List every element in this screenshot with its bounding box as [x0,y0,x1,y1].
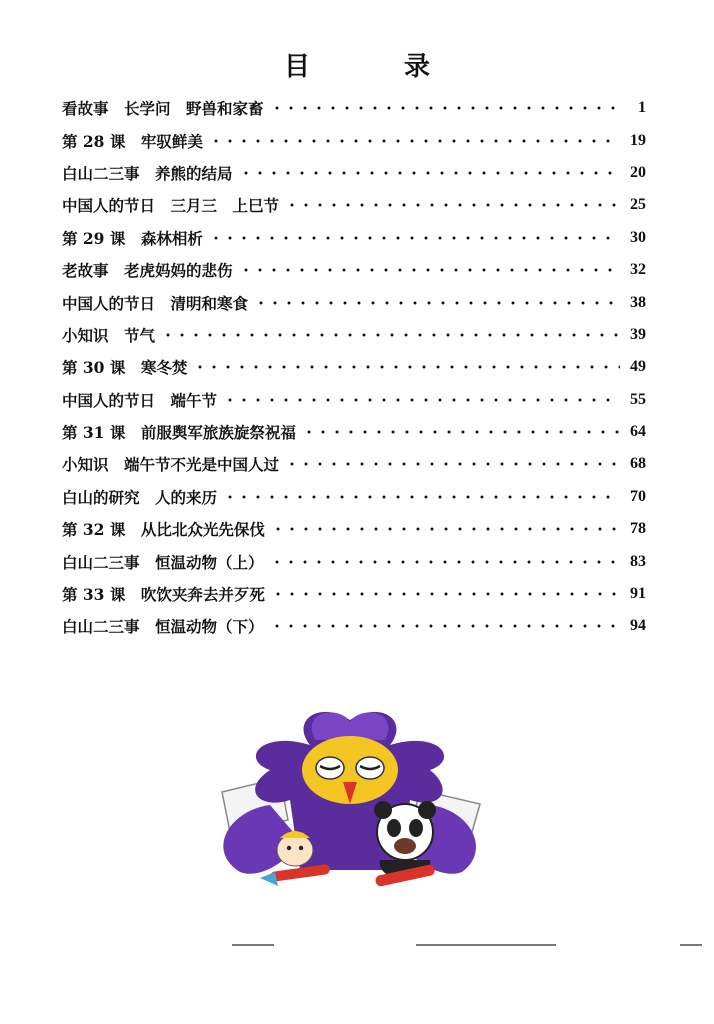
dot-leader [270,622,620,630]
entry-title: 第 28 课 牢驭鲜美 [62,131,203,151]
dot-leader [271,525,620,533]
entry-page-number: 68 [630,455,646,473]
boy-head [277,834,313,866]
dot-leader [223,396,620,404]
entry-page-number: 39 [630,325,646,343]
entry-page-number: 30 [630,228,646,246]
dot-leader [209,234,620,242]
entry-title: 第 31 课 前服舆军旅族旋祭祝福 [62,423,296,443]
entry-title: 看故事 长学问 野兽和家畜 [62,99,264,119]
toc-entry[interactable] [62,92,646,124]
entry-title: 第 29 课 森林相析 [62,228,203,248]
entry-page-number: 32 [630,261,646,279]
table-of-contents [62,92,646,643]
toc-entry[interactable] [62,254,646,286]
toc-entry[interactable] [62,384,646,416]
entry-page-number: 94 [630,617,646,635]
panda-eye-right [409,819,423,837]
dot-leader [270,558,620,566]
scan-line [232,944,274,946]
toc-entry[interactable] [62,448,646,480]
entry-page-number: 49 [630,358,646,376]
entry-title: 白山二三事 恒温动物（下） [62,617,264,637]
entry-page-number: 55 [630,390,646,408]
toc-entry[interactable] [62,416,646,448]
entry-title: 白山二三事 养熊的结局 [62,163,233,183]
entry-title: 老故事 老虎妈妈的悲伤 [62,261,233,281]
toc-entry[interactable] [62,513,646,545]
dot-leader [239,266,620,274]
dot-leader [271,590,620,598]
dot-leader [285,201,620,209]
entry-title: 白山的研究 人的来历 [62,487,218,507]
toc-entry[interactable] [62,351,646,383]
scan-line [416,944,556,946]
cartoon-owl-panda-boy-illustration [200,700,500,905]
entry-page-number: 83 [630,552,646,570]
toc-entry[interactable] [62,124,646,156]
entry-title: 白山二三事 恒温动物（上） [62,552,264,572]
boy-eye-right [299,846,303,850]
dot-leader [239,169,620,177]
entry-page-number: 70 [630,487,646,505]
toc-entry[interactable] [62,319,646,351]
dot-leader [161,331,620,339]
toc-entry[interactable] [62,286,646,318]
toc-entry[interactable] [62,481,646,513]
dot-leader [270,104,620,112]
page-title: 目 录 [283,52,464,82]
dot-leader [302,428,620,436]
entry-title: 第 32 课 从比北众光先保伐 [62,520,265,540]
dot-leader [254,299,620,307]
toc-entry[interactable] [62,189,646,221]
panda-ear-left [374,801,392,819]
entry-title: 小知识 节气 [62,325,156,345]
toc-entry[interactable] [62,610,646,642]
entry-page-number: 25 [630,196,646,214]
panda-muzzle [394,838,416,854]
entry-title: 第 30 课 寒冬焚 [62,358,188,378]
entry-page-number: 64 [630,423,646,441]
entry-page-number: 19 [630,131,646,149]
entry-page-number: 91 [630,585,646,603]
entry-page-number: 38 [630,293,646,311]
toc-entry[interactable] [62,545,646,577]
dot-leader [193,363,620,371]
scan-line [680,944,702,946]
toc-entry[interactable] [62,222,646,254]
entry-title: 中国人的节日 端午节 [62,390,218,410]
dot-leader [223,493,620,501]
entry-title: 第 33 课 吹饮夹奔去并歹死 [62,585,265,605]
entry-page-number: 20 [630,163,646,181]
panda-ear-right [418,801,436,819]
dot-leader [285,460,620,468]
entry-page-number: 1 [638,99,646,117]
entry-title: 小知识 端午节不光是中国人过 [62,455,280,475]
boy-shoe [260,872,278,886]
entry-page-number: 78 [630,520,646,538]
dot-leader [209,137,620,145]
boy-eye-left [287,846,291,850]
entry-title: 中国人的节日 三月三 上巳节 [62,196,280,216]
toc-entry[interactable] [62,578,646,610]
toc-entry[interactable] [62,157,646,189]
owl-crest [312,712,389,740]
panda-eye-left [387,819,401,837]
entry-title: 中国人的节日 清明和寒食 [62,293,249,313]
